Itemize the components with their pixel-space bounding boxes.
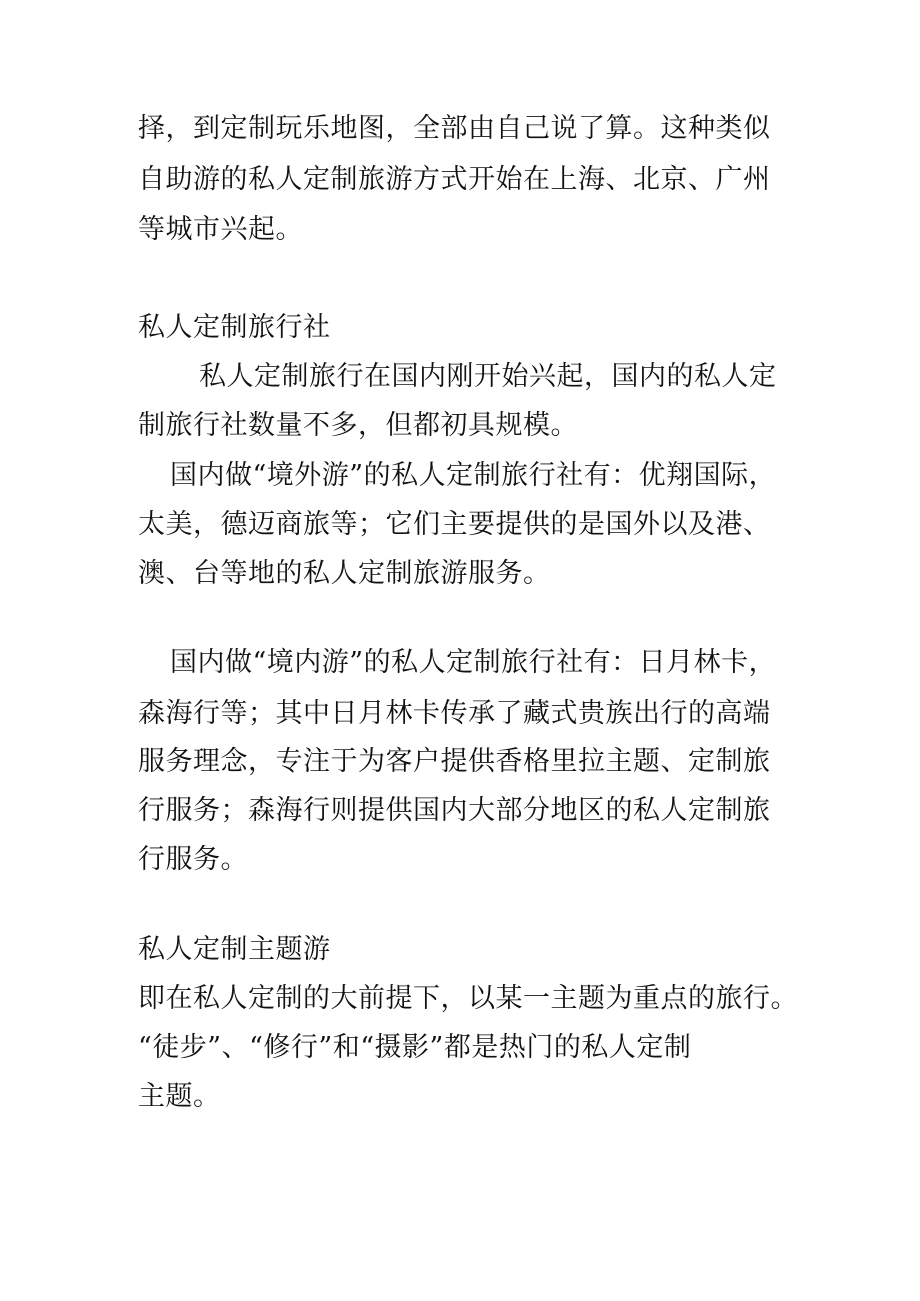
agencies-para2-line-3: 澳、台等地的私人定制旅游服务。 (138, 558, 551, 589)
section-heading-agencies: 私人定制旅行社 (138, 312, 331, 343)
intro-line-2: 自助游的私人定制旅游方式开始在上海、北京、广州 (138, 164, 771, 195)
agencies-para1-line-2: 制旅行社数量不多，但都初具规模。 (138, 410, 578, 441)
theme-para1-line-2: “徒步”、“修行”和“摄影”都是热门的私人定制 (138, 1032, 692, 1063)
agencies-para3-line-5: 行服务。 (138, 844, 248, 875)
agencies-para2-line-2: 太美，德迈商旅等；它们主要提供的是国外以及港、 (138, 509, 771, 540)
theme-para1-line-1: 即在私人定制的大前提下，以某一主题为重点的旅行。 (138, 983, 798, 1014)
section-heading-theme: 私人定制主题游 (138, 934, 331, 965)
intro-line-3: 等城市兴起。 (138, 214, 303, 245)
agencies-para3-line-3: 服务理念，专注于为客户提供香格里拉主题、定制旅 (138, 746, 771, 777)
agencies-para3-line-2: 森海行等；其中日月林卡传承了藏式贵族出行的高端 (138, 698, 771, 729)
intro-line-1: 择，到定制玩乐地图，全部由自己说了算。这种类似 (138, 113, 771, 144)
agencies-para1-line-1: 私人定制旅行在国内刚开始兴起，国内的私人定 (199, 361, 777, 392)
agencies-para2-line-1: 国内做“境外游”的私人定制旅行社有：优翔国际， (170, 460, 777, 491)
agencies-para3-line-1: 国内做“境内游”的私人定制旅行社有：日月林卡， (170, 647, 777, 678)
theme-para1-line-3: 主题。 (138, 1081, 221, 1112)
agencies-para3-line-4: 行服务；森海行则提供国内大部分地区的私人定制旅 (138, 795, 771, 826)
